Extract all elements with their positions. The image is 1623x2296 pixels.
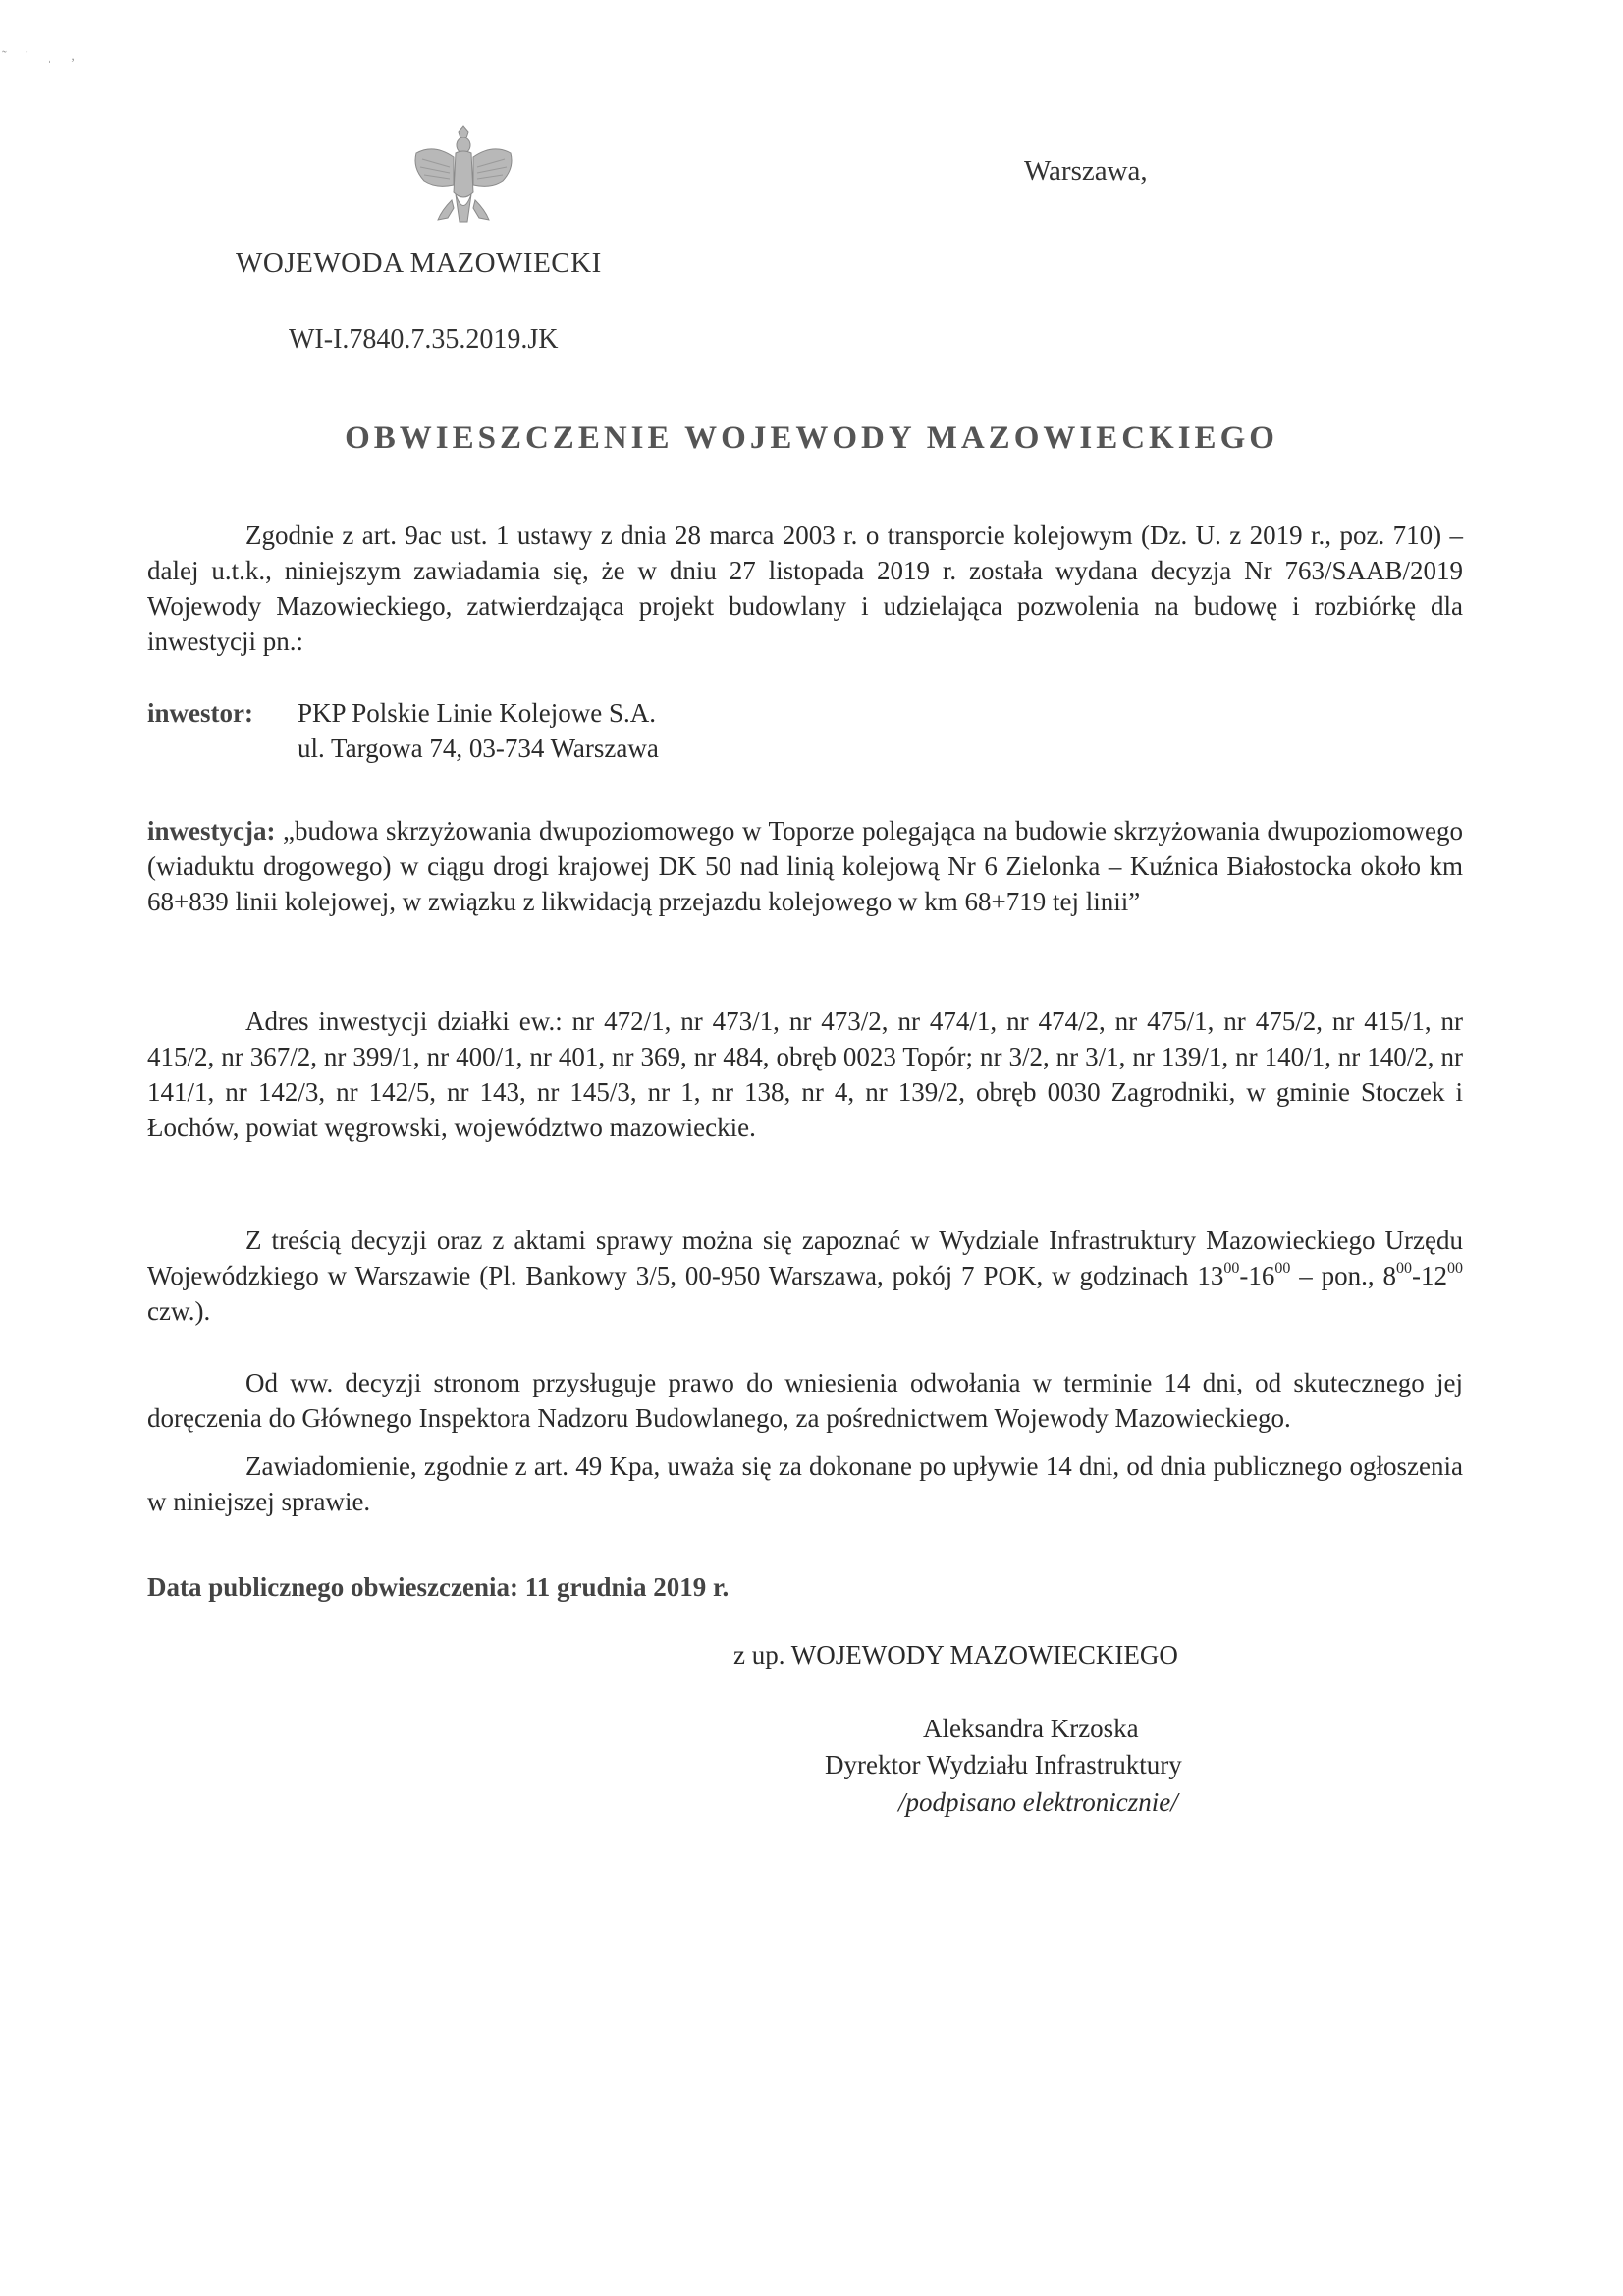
investment-paragraph	[147, 813, 1463, 919]
investment-description: „budowa skrzyżowania dwupoziomowego w Toporze polegająca na budowie skrzyżowania dwupoziomowego (wiaduktu drogowego) w ciągu drogi krajowej DK 50 nad linią kolejową Nr 6 Zielonka – Kuźnica Białostocka około km 68+839 linii kolejowej, w związku z likwidacją przejazdu kolejowego w km 68+719 tej linii”	[147, 816, 1463, 916]
day-1: – pon.,	[1290, 1261, 1383, 1290]
hour-4: 12	[1421, 1261, 1447, 1290]
hour-2-minutes: 00	[1274, 1260, 1291, 1277]
investor-name: PKP Polskie Linie Kolejowe S.A.	[298, 698, 657, 728]
hour-3-minutes: 00	[1396, 1260, 1412, 1277]
investor-address: ul. Targowa 74, 03-734 Warszawa	[298, 734, 659, 763]
publication-date: Data publicznego obwieszczenia: 11 grudnia 2019 r.	[147, 1572, 730, 1602]
hour-dash-2: -	[1412, 1261, 1421, 1290]
hour-4-minutes: 00	[1447, 1260, 1463, 1277]
appeal-paragraph: Od ww. decyzji stronom przysługuje prawo do wniesienia odwołania w terminie 14 dni, od skutecznego jej doręczenia do Głównego Inspektora Nadzoru Budowlanego, za pośrednictwem Wojewody Mazowieckiego.	[147, 1368, 1463, 1433]
address-paragraph: Adres inwestycji działki ew.: nr 472/1, nr 473/1, nr 473/2, nr 474/1, nr 474/2, nr 475/1, nr 475/2, nr 415/1, nr 415/2, nr 367/2, nr 399/1, nr 400/1, nr 401, nr 369, nr 484, obręb 0023 Topór; nr 3/2, nr 3/1, nr 139/1, nr 140/1, nr 140/2, nr 141/1, nr 142/3, nr 142/5, nr 143, nr 145/3, nr 1, nr 138, nr 4, nr 139/2, obręb 0030 Zagrodniki, w gminie Stoczek i Łochów, powiat węgrowski, województwo mazowieckie.	[147, 1007, 1463, 1142]
case-files-paragraph	[147, 1223, 1463, 1329]
day-2: czw.).	[147, 1296, 211, 1326]
hour-2: 16	[1248, 1261, 1275, 1290]
signatory-role: Dyrektor Wydziału Infrastruktury	[825, 1750, 1182, 1779]
case-number: WI-I.7840.7.35.2019.JK	[289, 324, 559, 355]
investor-label-spacer	[147, 731, 298, 766]
place-of-issue: Warszawa,	[1024, 155, 1148, 187]
intro-paragraph: Zgodnie z art. 9ac ust. 1 ustawy z dnia 28 marca 2003 r. o transporcie kolejowym (Dz. U. z 2019 r., poz. 710) – dalej u.t.k., niniejszym zawiadamia się, że w dniu 27 listopada 2019 r. została wydana decyzja Nr 763/SAAB/2019 Wojewody Mazowieckiego, zatwierdzająca projekt budowlany i udzielająca pozwolenia na budowę i rozbiórkę dla inwestycji pn.:	[147, 520, 1463, 656]
investor-block	[147, 695, 1463, 766]
scan-specks: ˜ ' ˌ ,	[2, 49, 82, 64]
hour-1: 13	[1197, 1261, 1224, 1290]
investment-label: inwestycja:	[147, 816, 276, 846]
investor-label: inwestor:	[147, 698, 253, 728]
issuing-authority: WOJEWODA MAZOWIECKI	[236, 247, 602, 279]
hour-dash-1: -	[1239, 1261, 1249, 1290]
case-files-text: Z treścią decyzji oraz z aktami sprawy można się zapoznać w Wydziale Infrastruktury Mazowieckiego Urzędu Wojewódzkiego w Warszawie (Pl. Bankowy 3/5, 00-950 Warszawa, pokój 7 POK, w godzinach	[147, 1226, 1463, 1290]
hour-3: 8	[1382, 1261, 1396, 1290]
document-title: OBWIESZCZENIE WOJEWODY MAZOWIECKIEGO	[345, 420, 1278, 456]
signatory-name: Aleksandra Krzoska	[923, 1714, 1139, 1743]
notice-paragraph: Zawiadomienie, zgodnie z art. 49 Kpa, uważa się za dokonane po upływie 14 dni, od dnia publicznego ogłoszenia w niniejszej sprawie.	[147, 1451, 1463, 1516]
electronic-signature-note: /podpisano elektronicznie/	[898, 1787, 1178, 1817]
polish-eagle-emblem-icon	[405, 124, 522, 242]
hour-1-minutes: 00	[1223, 1260, 1240, 1277]
signature-on-behalf: z up. WOJEWODY MAZOWIECKIEGO	[733, 1640, 1178, 1669]
